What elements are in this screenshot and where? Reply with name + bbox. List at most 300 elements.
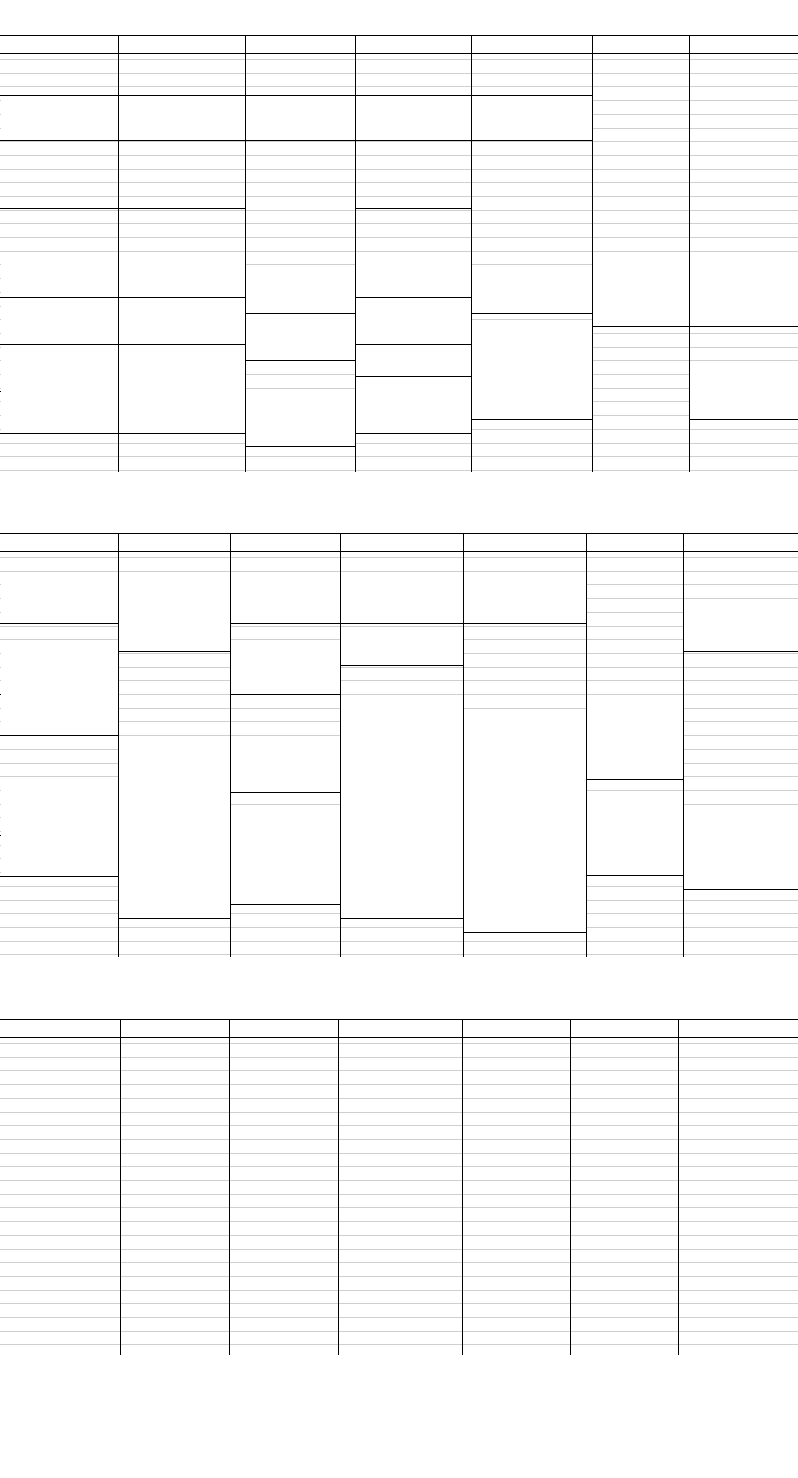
activity-detail: [587, 720, 683, 735]
activity-block: [1, 299, 118, 343]
day-header: [338, 1019, 462, 1036]
activity-block: [356, 299, 471, 343]
grid-line: [340, 623, 463, 624]
day-header: [120, 1019, 229, 1036]
activity-detail: [593, 267, 689, 282]
activity-block: [684, 859, 798, 888]
activity-detail: [1, 664, 118, 679]
activity-block: [119, 388, 245, 432]
grid-line: [683, 651, 798, 652]
grid-line: [0, 237, 798, 238]
activity-detail: [690, 403, 798, 418]
activity-detail: [587, 763, 683, 778]
activity-detail: [119, 636, 230, 651]
grid-line: [245, 313, 355, 314]
activity-title: [1, 790, 118, 805]
activity-block: [231, 649, 340, 693]
activity-detail: [246, 344, 355, 359]
activity-title: [356, 252, 471, 267]
grid-line: [0, 941, 798, 942]
activity-detail: [341, 888, 463, 903]
activity-detail: [690, 296, 798, 311]
activity-block: [356, 388, 471, 432]
grid-line: [0, 95, 592, 96]
activity-detail: [119, 846, 230, 861]
day-header: [118, 35, 245, 52]
grid-line: [245, 446, 355, 447]
activity-block: [472, 268, 592, 312]
grid-line: [683, 889, 798, 890]
activity-detail: [1, 314, 118, 329]
activity-detail: [119, 593, 230, 608]
activity-title: [464, 803, 586, 818]
grid-line: [355, 297, 471, 298]
activity-detail: [1, 593, 118, 608]
activity-title: [231, 747, 340, 762]
activity-block: [464, 578, 586, 622]
grid-line: [0, 456, 798, 457]
activity-title: [246, 268, 355, 283]
activity-title: [119, 252, 245, 267]
day-header: [678, 1019, 798, 1036]
activity-detail: [246, 283, 355, 298]
activity-title: [341, 578, 463, 593]
grid-line: [689, 419, 798, 420]
activity-detail: [246, 124, 355, 139]
activity-detail: [231, 832, 340, 847]
day-header: [586, 533, 683, 550]
day-header: [462, 1019, 570, 1036]
activity-title: [246, 401, 355, 416]
activity-block: [690, 252, 798, 325]
activity-block: [690, 374, 798, 418]
activity-detail: [119, 888, 230, 903]
activity-detail: [341, 650, 463, 665]
grid-line: [0, 208, 245, 209]
grid-line: [0, 667, 798, 668]
grid-line: [689, 326, 798, 327]
activity-title: [341, 635, 463, 650]
activity-title: [690, 252, 798, 267]
activity-detail: [1, 719, 118, 734]
activity-detail: [119, 403, 245, 418]
activity-title: [684, 817, 798, 832]
activity-title: [464, 845, 586, 860]
activity-detail: [246, 430, 355, 445]
activity-detail: [464, 860, 586, 875]
activity-detail: [231, 874, 340, 889]
activity-detail: [341, 762, 463, 777]
activity-block: [341, 635, 463, 664]
grid-line: [230, 904, 340, 905]
activity-title: [119, 873, 230, 888]
activity-block: [1, 790, 118, 834]
activity-detail: [587, 860, 683, 875]
grid-line: [118, 651, 230, 652]
activity-detail: [119, 328, 245, 343]
grid-line: [0, 735, 118, 736]
activity-block: [119, 252, 245, 296]
grid-line: [0, 59, 798, 60]
activity-detail: [246, 330, 355, 345]
activity-block: [1, 95, 118, 139]
activity-detail: [684, 635, 798, 650]
activity-detail: [684, 874, 798, 889]
activity-detail: [341, 593, 463, 608]
grid-line: [355, 140, 471, 141]
grid-line: [0, 954, 798, 955]
activity-title: [341, 789, 463, 804]
activity-title: [231, 859, 340, 874]
activity-block: [472, 95, 592, 139]
activity-title: [464, 578, 586, 593]
activity-detail: [690, 267, 798, 282]
activity-title: [1, 649, 118, 664]
grid-line: [463, 932, 586, 933]
activity-block: [231, 578, 340, 622]
activity-title: [1, 95, 118, 110]
activity-detail: [1, 607, 118, 622]
activity-detail: [472, 389, 592, 404]
activity-title: [356, 95, 471, 110]
activity-block: [119, 299, 245, 343]
activity-detail: [246, 297, 355, 312]
activity-title: [119, 95, 245, 110]
activity-block: [1, 690, 118, 734]
grid-line: [0, 297, 118, 298]
activity-detail: [119, 361, 245, 376]
grid-line: [463, 623, 586, 624]
activity-block: [119, 831, 230, 875]
day-header: [471, 35, 592, 52]
grid-line: [0, 571, 798, 572]
grid-line: [0, 141, 798, 142]
activity-detail: [464, 916, 586, 931]
grid-line: [0, 86, 798, 87]
activity-detail: [341, 902, 463, 917]
activity-detail: [472, 110, 592, 125]
day-header: [0, 35, 118, 52]
activity-detail: [1, 281, 118, 296]
grid-line: [245, 140, 355, 141]
activity-block: [472, 374, 592, 418]
activity-title: [356, 299, 471, 314]
activity-detail: [464, 902, 586, 917]
day-header: [689, 35, 798, 52]
activity-detail: [684, 621, 798, 636]
activity-detail: [690, 281, 798, 296]
activity-title: [1, 578, 118, 593]
activity-title: [464, 719, 586, 734]
grid-line: [0, 169, 798, 170]
activity-detail: [1, 846, 118, 861]
activity-title: [684, 606, 798, 621]
activity-detail: [1, 124, 118, 139]
activity-title: [231, 649, 340, 664]
activity-title: [684, 859, 798, 874]
activity-detail: [587, 749, 683, 764]
grid-line: [0, 344, 118, 345]
activity-detail: [119, 124, 245, 139]
activity-detail: [587, 734, 683, 749]
activity-title: [472, 374, 592, 389]
activity-title: [231, 817, 340, 832]
activity-detail: [472, 403, 592, 418]
activity-block: [593, 252, 689, 325]
activity-block: [119, 873, 230, 917]
activity-block: [119, 789, 230, 833]
grid-line: [0, 623, 118, 624]
activity-detail: [464, 734, 586, 749]
activity-detail: [464, 818, 586, 833]
activity-block: [356, 95, 471, 139]
activity-title: [119, 747, 230, 762]
grid-line: [0, 223, 798, 224]
grid-line: [340, 918, 463, 919]
grid-line: [355, 433, 471, 434]
activity-title: [472, 268, 592, 283]
activity-block: [356, 346, 471, 375]
activity-block: [246, 268, 355, 312]
day-header: [463, 533, 586, 550]
activity-title: [119, 299, 245, 314]
grid-line: [118, 433, 245, 434]
activity-block: [1, 388, 118, 432]
activity-detail: [246, 110, 355, 125]
activity-block: [341, 873, 463, 917]
activity-block: [119, 95, 245, 139]
activity-detail: [587, 818, 683, 833]
activity-detail: [246, 416, 355, 431]
grid-line: [0, 876, 118, 877]
activity-detail: [356, 403, 471, 418]
day-header: [355, 35, 471, 52]
activity-block: [246, 401, 355, 445]
activity-block: [684, 817, 798, 861]
activity-title: [1, 690, 118, 705]
activity-detail: [593, 296, 689, 311]
activity-detail: [593, 281, 689, 296]
activity-detail: [231, 888, 340, 903]
grid-line: [245, 360, 355, 361]
day-header: [230, 533, 340, 550]
activity-title: [1, 831, 118, 846]
activity-title: [119, 578, 230, 593]
activity-title: [246, 315, 355, 330]
activity-detail: [119, 804, 230, 819]
day-header: [683, 533, 798, 550]
activity-detail: [690, 389, 798, 404]
activity-title: [246, 95, 355, 110]
activity-detail: [472, 359, 592, 374]
activity-block: [119, 747, 230, 791]
grid-line: [355, 376, 471, 377]
grid-line: [230, 694, 340, 695]
activity-title: [1, 346, 118, 361]
activity-detail: [1, 417, 118, 432]
activity-detail: [119, 762, 230, 777]
activity-title: [119, 388, 245, 403]
activity-detail: [341, 846, 463, 861]
activity-title: [356, 388, 471, 403]
column-divider: [678, 1019, 679, 1355]
activity-title: [690, 374, 798, 389]
activity-detail: [472, 345, 592, 360]
grid-line: [471, 140, 592, 141]
activity-block: [341, 578, 463, 622]
grid-line: [230, 623, 340, 624]
activity-detail: [472, 283, 592, 298]
activity-title: [464, 761, 586, 776]
activity-detail: [593, 310, 689, 325]
activity-block: [464, 719, 586, 763]
activity-detail: [356, 110, 471, 125]
activity-detail: [1, 361, 118, 376]
grid-line: [230, 792, 340, 793]
activity-block: [1, 649, 118, 693]
grid-line: [471, 313, 592, 314]
activity-block: [1, 346, 118, 390]
activity-title: [341, 747, 463, 762]
activity-block: [1, 578, 118, 622]
activity-detail: [472, 124, 592, 139]
grid-line: [355, 208, 471, 209]
activity-detail: [231, 776, 340, 791]
day-header: [340, 533, 463, 550]
activity-detail: [356, 124, 471, 139]
grid-line: [0, 680, 798, 681]
activity-detail: [356, 361, 471, 376]
grid-line: [118, 344, 245, 345]
activity-detail: [684, 832, 798, 847]
activity-block: [464, 887, 586, 931]
grid-line: [0, 73, 798, 74]
activity-title: [119, 789, 230, 804]
grid-line: [0, 927, 798, 928]
column-divider: [462, 1019, 463, 1355]
activity-title: [587, 845, 683, 860]
activity-detail: [119, 417, 245, 432]
column-divider: [338, 1019, 339, 1355]
activity-detail: [1, 705, 118, 720]
activity-detail: [356, 328, 471, 343]
activity-title: [341, 873, 463, 888]
activity-title: [1, 252, 118, 267]
column-divider: [570, 1019, 571, 1355]
activity-block: [341, 705, 463, 749]
activity-block: [231, 859, 340, 903]
day-header: [229, 1019, 338, 1036]
activity-detail: [119, 110, 245, 125]
activity-detail: [231, 678, 340, 693]
grid-line: [355, 344, 471, 345]
activity-detail: [464, 776, 586, 791]
grid-line: [0, 433, 118, 434]
activity-title: [119, 831, 230, 846]
activity-block: [356, 252, 471, 296]
grid-line: [0, 182, 798, 183]
activity-detail: [341, 607, 463, 622]
activity-detail: [341, 720, 463, 735]
activity-detail: [231, 762, 340, 777]
activity-title: [341, 831, 463, 846]
activity-block: [231, 817, 340, 861]
activity-title: [341, 705, 463, 720]
activity-detail: [119, 902, 230, 917]
grid-line: [0, 210, 798, 211]
activity-block: [246, 95, 355, 139]
activity-block: [684, 606, 798, 650]
activity-detail: [464, 607, 586, 622]
day-header: [245, 35, 355, 52]
activity-title: [464, 887, 586, 902]
activity-block: [341, 747, 463, 791]
activity-title: [472, 95, 592, 110]
day-header: [592, 35, 689, 52]
day-header: [118, 533, 230, 550]
activity-title: [587, 803, 683, 818]
activity-block: [587, 803, 683, 847]
grid-line: [340, 665, 463, 666]
activity-detail: [119, 281, 245, 296]
activity-detail: [1, 110, 118, 125]
grid-line: [0, 140, 118, 141]
activity-detail: [341, 804, 463, 819]
column-divider: [683, 533, 684, 957]
activity-detail: [464, 593, 586, 608]
activity-detail: [1, 860, 118, 875]
activity-title: [593, 252, 689, 267]
activity-block: [1, 252, 118, 296]
day-header: [0, 1019, 120, 1036]
activity-block: [587, 845, 683, 874]
activity-detail: [119, 267, 245, 282]
activity-block: [341, 831, 463, 875]
grid-line: [0, 196, 798, 197]
activity-block: [231, 747, 340, 791]
grid-line: [586, 779, 683, 780]
activity-block: [1, 831, 118, 875]
activity-title: [1, 388, 118, 403]
grid-line: [586, 875, 683, 876]
activity-detail: [231, 607, 340, 622]
activity-detail: [1, 328, 118, 343]
activity-block: [464, 761, 586, 805]
grid-line: [0, 557, 798, 558]
activity-block: [464, 803, 586, 847]
activity-title: [472, 330, 592, 345]
grid-line: [471, 419, 592, 420]
activity-detail: [119, 607, 230, 622]
activity-block: [119, 346, 245, 390]
activity-detail: [231, 664, 340, 679]
column-divider: [229, 1019, 230, 1355]
activity-block: [119, 621, 230, 650]
grid-line: [0, 443, 798, 444]
activity-title: [231, 578, 340, 593]
grid-line: [118, 140, 245, 141]
activity-block: [472, 330, 592, 374]
activity-detail: [356, 417, 471, 432]
activity-detail: [1, 267, 118, 282]
activity-detail: [1, 805, 118, 820]
grid-line: [0, 694, 798, 695]
activity-detail: [356, 267, 471, 282]
grid-line: [118, 297, 245, 298]
activity-title: [587, 705, 683, 720]
grid-line: [592, 326, 689, 327]
activity-block: [587, 705, 683, 778]
